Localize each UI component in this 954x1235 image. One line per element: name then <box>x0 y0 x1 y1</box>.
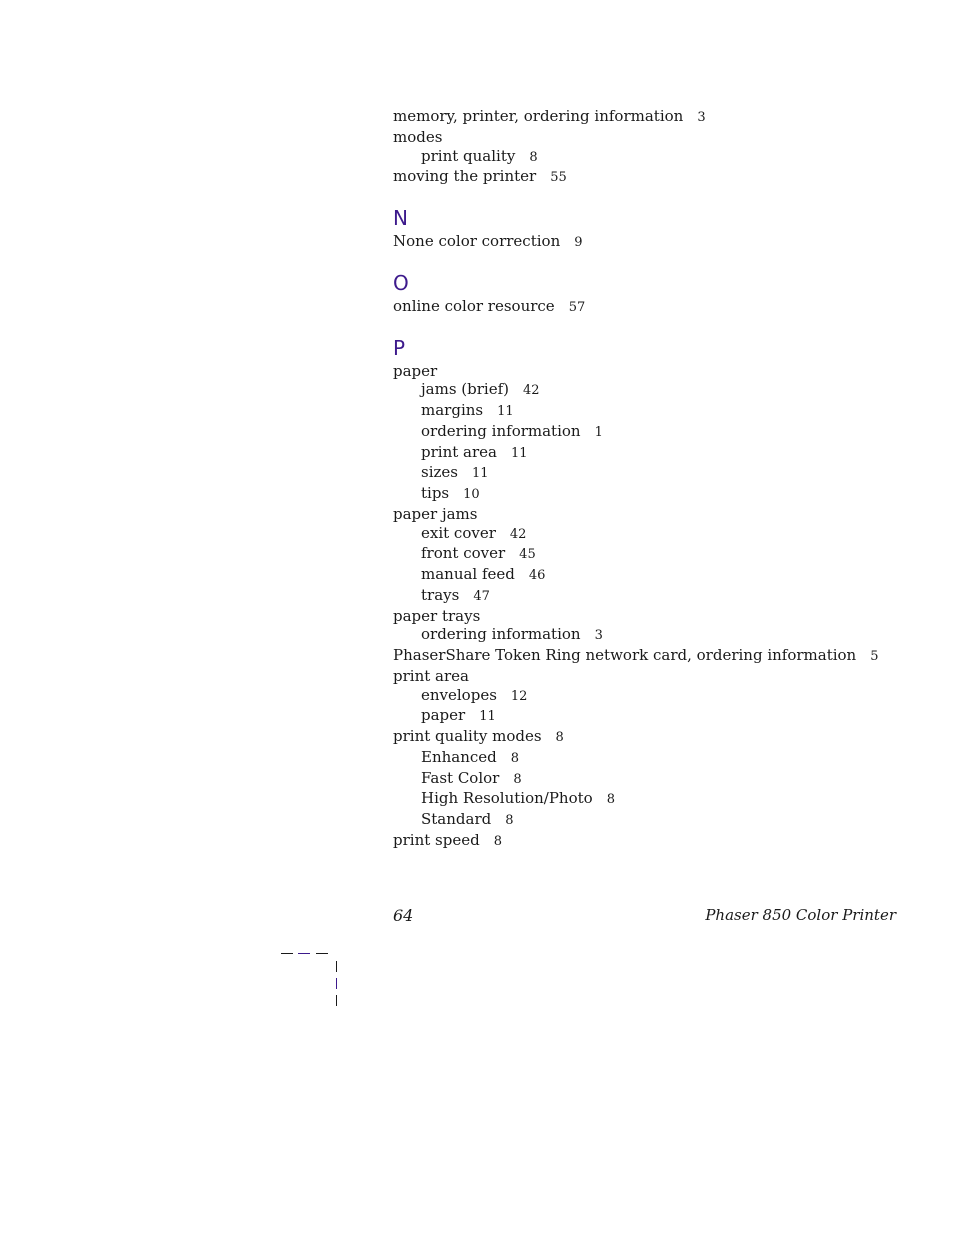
crop-mark <box>336 978 337 989</box>
index-term: tips <box>421 484 450 502</box>
index-page-ref: 46 <box>528 568 546 583</box>
index-term: paper trays <box>393 606 481 625</box>
index-subentry <box>393 147 903 168</box>
index-page-ref: 8 <box>555 730 564 745</box>
index-page-ref: 3 <box>594 628 603 644</box>
index-page-ref: 8 <box>606 792 615 808</box>
index-term: trays <box>421 585 460 604</box>
index-page-ref: 3 <box>697 110 706 125</box>
index-term: sizes <box>421 463 458 482</box>
index-entry <box>393 297 903 318</box>
index-entry <box>393 607 903 626</box>
index-entry <box>393 727 903 748</box>
index-page-ref: 55 <box>550 170 567 186</box>
index-page-ref: 10 <box>463 487 480 502</box>
index-term: Enhanced <box>421 747 497 766</box>
index-subentry <box>393 544 903 565</box>
index-page-ref: 9 <box>574 235 583 250</box>
footer-page-number: 64 <box>393 906 414 925</box>
index-term: ordering information <box>421 625 581 644</box>
footer-book-title: Phaser 850 Color Printer <box>705 906 896 924</box>
index-term: paper jams <box>393 504 478 523</box>
crop-mark <box>316 953 328 954</box>
index-page-ref: 11 <box>479 709 496 725</box>
index-term: moving the printer <box>393 167 537 186</box>
index-term: modes <box>393 127 443 146</box>
index-term: exit cover <box>421 523 496 542</box>
index-subentry <box>393 484 903 505</box>
index-entry <box>393 831 903 852</box>
index-entry <box>393 232 903 253</box>
index-subentry <box>393 524 903 545</box>
index-subentry <box>393 380 903 401</box>
index-letter-heading: N <box>393 206 408 230</box>
index-letter-heading: P <box>393 335 406 360</box>
crop-mark <box>336 995 337 1006</box>
index-page-ref: 11 <box>510 445 528 461</box>
index-term: print quality modes <box>393 727 542 745</box>
index-page-ref: 8 <box>513 771 522 787</box>
index-page-ref: 5 <box>870 649 879 664</box>
index-subentry <box>393 748 903 769</box>
index-page-ref: 11 <box>497 404 514 419</box>
index-term: print speed <box>393 830 480 849</box>
crop-mark <box>298 953 310 954</box>
index-term: None color correction <box>393 232 561 250</box>
index-list <box>393 107 903 852</box>
index-term: envelopes <box>421 685 497 704</box>
index-entry <box>393 128 903 147</box>
crop-mark <box>336 961 337 972</box>
index-page-ref: 45 <box>519 547 536 563</box>
index-term: PhaserShare Token Ring network card, ordering information <box>393 646 857 664</box>
index-page-ref: 42 <box>523 383 540 399</box>
index-page-ref: 8 <box>493 833 502 849</box>
index-subentry <box>393 586 903 607</box>
index-page-ref: 12 <box>510 688 528 704</box>
index-letter-heading: O <box>393 270 409 295</box>
index-term: Standard <box>421 810 492 828</box>
index-page-ref: 42 <box>509 526 527 542</box>
index-term: print quality <box>421 146 516 165</box>
index-term: paper <box>393 361 438 380</box>
index-term: Fast Color <box>421 768 500 787</box>
index-term: manual feed <box>421 565 515 583</box>
index-entry <box>393 107 903 128</box>
index-entry <box>393 505 903 524</box>
index-entry <box>393 667 903 686</box>
index-entry <box>393 362 903 381</box>
index-page-ref: 8 <box>529 149 538 165</box>
index-page-ref: 8 <box>505 813 514 828</box>
index-subentry <box>393 443 903 464</box>
index-page-ref: 8 <box>510 750 520 766</box>
index-page-ref: 57 <box>568 299 586 315</box>
index-subentry <box>393 565 903 586</box>
index-term: High Resolution/Photo <box>421 789 593 808</box>
index-term: paper <box>421 706 466 725</box>
index-subentry <box>393 401 903 422</box>
index-subentry <box>393 789 903 810</box>
index-entry <box>393 167 903 188</box>
index-term: print area <box>393 666 469 685</box>
index-term: online color resource <box>393 296 555 315</box>
index-page-ref: 1 <box>594 424 603 440</box>
index-term: print area <box>421 442 497 461</box>
index-subentry <box>393 810 903 831</box>
index-subentry <box>393 706 903 727</box>
index-subentry <box>393 463 903 484</box>
index-subentry <box>393 769 903 790</box>
index-term: ordering information <box>421 421 581 440</box>
index-subentry <box>393 686 903 707</box>
index-term: margins <box>421 401 484 419</box>
index-page-ref: 11 <box>471 466 489 482</box>
index-page-ref: 47 <box>473 588 490 604</box>
index-term: memory, printer, ordering information <box>393 107 684 125</box>
index-term: jams (brief) <box>421 380 509 399</box>
index-subentry <box>393 625 903 646</box>
index-entry <box>393 646 903 667</box>
index-subentry <box>393 422 903 443</box>
index-term: front cover <box>421 544 506 563</box>
crop-mark <box>281 953 293 954</box>
